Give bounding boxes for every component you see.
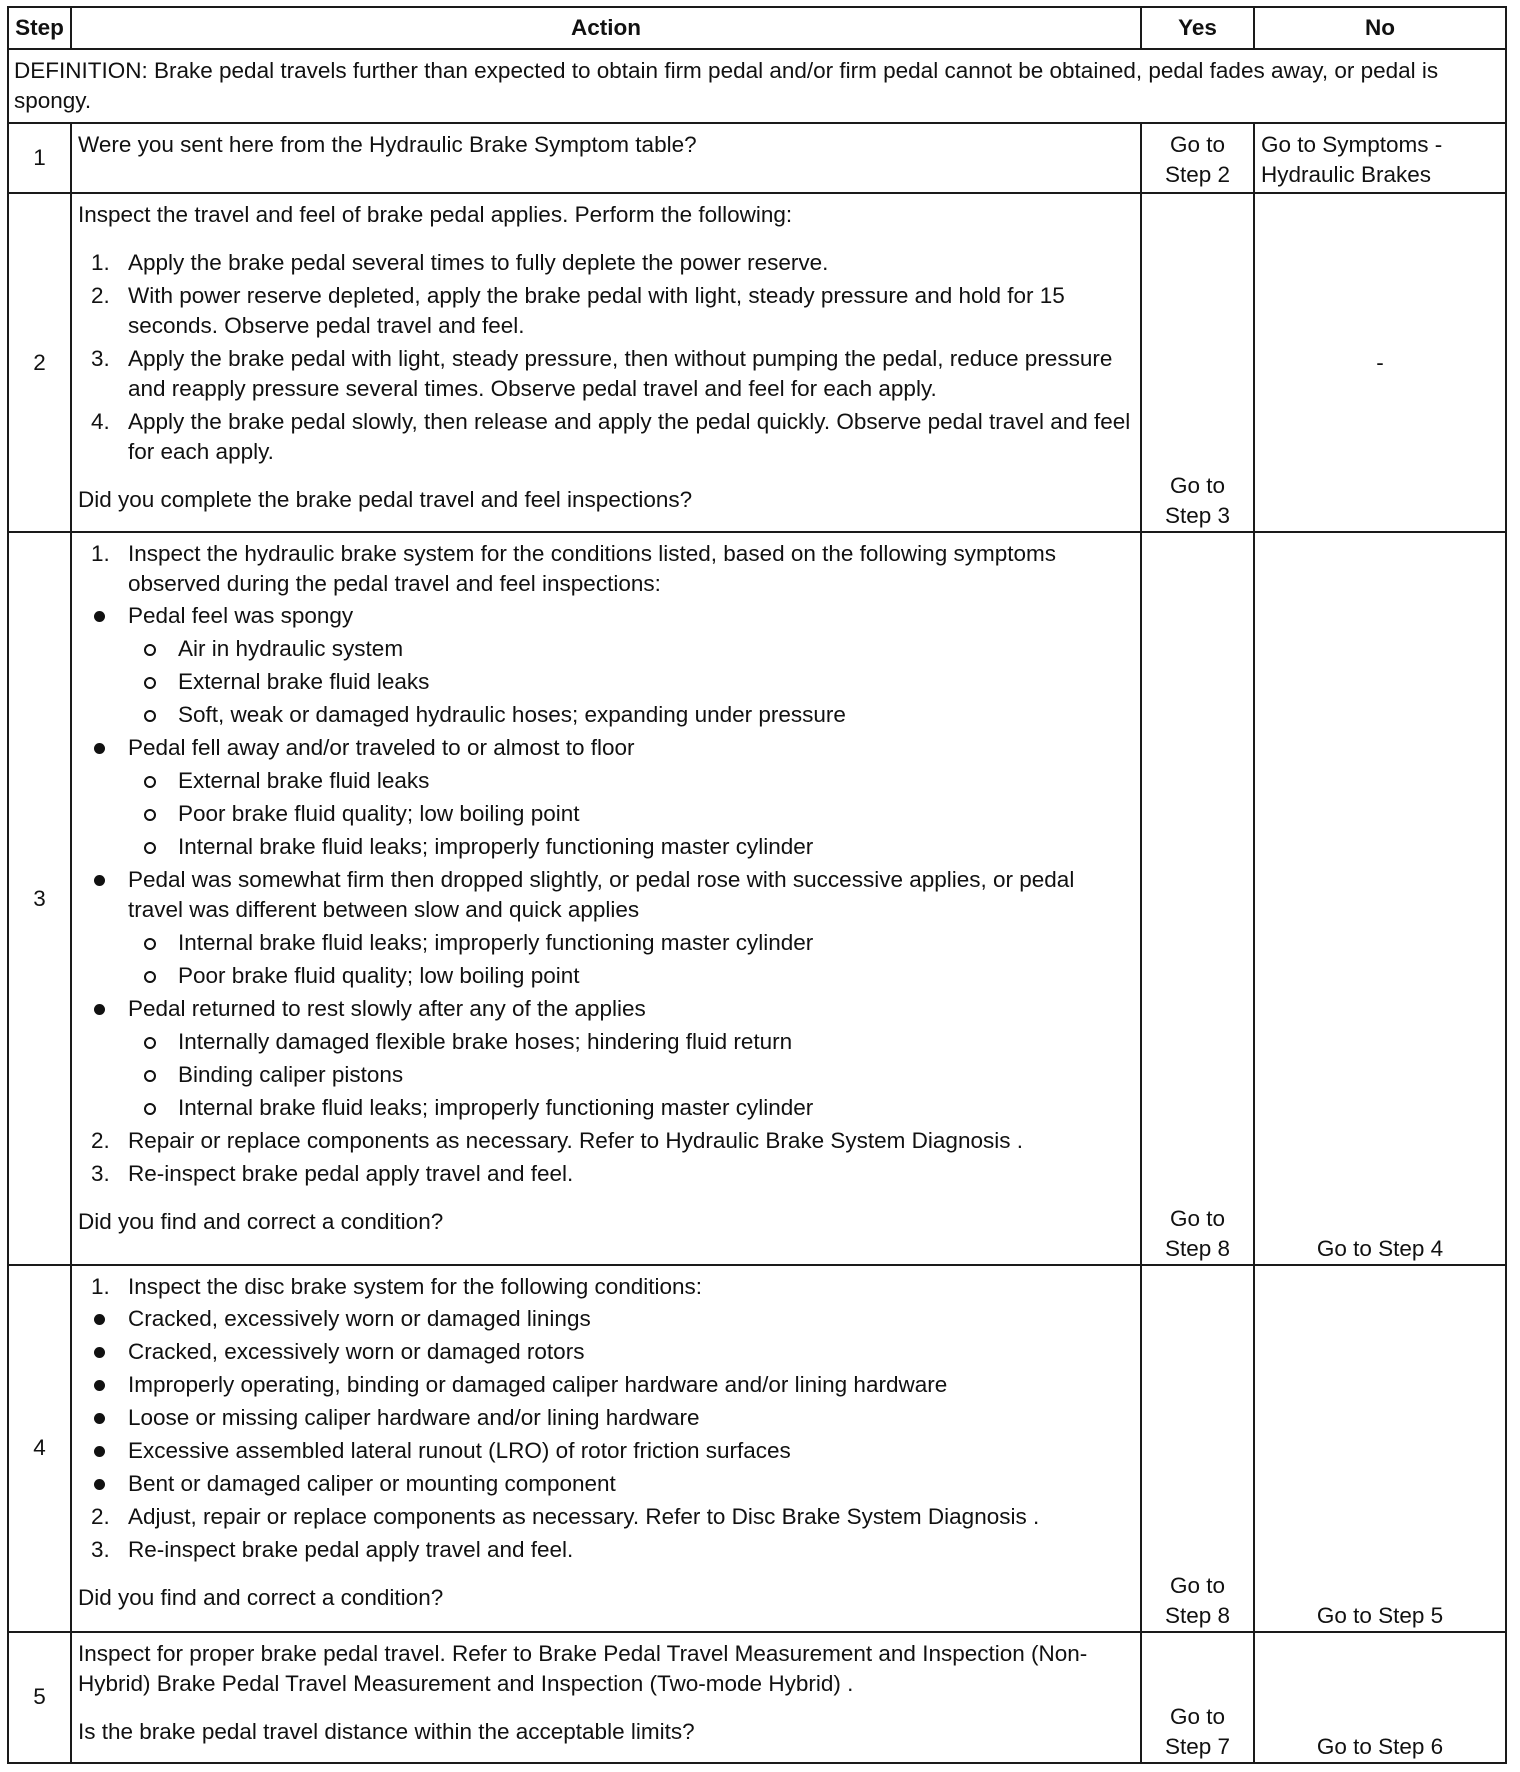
cause-item: Internal brake fluid leaks; improperly functioning master cylinder xyxy=(78,832,1134,862)
list-item: 2. Adjust, repair or replace components as necessary. Refer to Disc Brake System Diagnosis . xyxy=(91,1504,1040,1530)
list-item: 2. Repair or replace components as necessary. Refer to Hydraulic Brake System Diagnosis . xyxy=(91,1128,1023,1154)
step-number: 1 xyxy=(8,123,71,193)
cause-item: Internal brake fluid leaks; improperly functioning master cylinder xyxy=(78,1093,1134,1123)
procedure-list xyxy=(78,248,1134,467)
action-text: Were you sent here from the Hydraulic Brake Symptom table? xyxy=(71,123,1141,193)
action-cell xyxy=(71,1632,1141,1763)
step-number: 2 xyxy=(8,193,71,533)
table-row xyxy=(8,1265,1506,1631)
step-number: 4 xyxy=(8,1265,71,1631)
list-item: 3. Re-inspect brake pedal apply travel and feel. xyxy=(91,1537,574,1563)
procedure-list xyxy=(78,1272,1134,1565)
cause-item: Air in hydraulic system xyxy=(78,634,1134,664)
definition-text: DEFINITION: Brake pedal travels further than expected to obtain firm pedal and/or firm pedal cannot be obtained, pedal fades away, or pedal is spongy. xyxy=(8,49,1506,123)
action-cell xyxy=(71,532,1141,1265)
no-link[interactable]: Go to Step 6 xyxy=(1254,1632,1506,1763)
list-item: 4. Apply the brake pedal slowly, then release and apply the pedal quickly. Observe pedal travel and feel for each apply. xyxy=(91,408,1131,464)
symptom-item: Pedal was somewhat firm then dropped slightly, or pedal rose with successive applies, or pedal travel was different between slow and quick applies xyxy=(78,865,1134,925)
cause-item: Binding caliper pistons xyxy=(78,1060,1134,1090)
action-question: Did you find and correct a condition? xyxy=(78,1209,444,1235)
condition-item: Cracked, excessively worn or damaged rotors xyxy=(78,1337,1134,1367)
definition-row xyxy=(8,49,1506,123)
cause-item: Internal brake fluid leaks; improperly functioning master cylinder xyxy=(78,928,1134,958)
list-item: 1. Inspect the disc brake system for the following conditions: Cracked, excessively worn or damaged linings Cracked, excessively worn or damaged rotors Improperly operating, binding or damaged caliper hardware and/or lining hardware Loose or missing caliper hardware and/or lining hardware Excessive assembled lateral runout (LRO) of rotor friction surfaces Bent or damaged caliper or mounting component xyxy=(78,1272,1134,1499)
action-intro: Inspect the travel and feel of brake pedal applies. Perform the following: xyxy=(78,201,793,227)
yes-link[interactable]: Go to Step 2 xyxy=(1141,123,1254,193)
action-cell xyxy=(71,193,1141,533)
no-link[interactable]: Go to Step 5 xyxy=(1254,1265,1506,1631)
procedure-list xyxy=(78,539,1134,1189)
yes-link[interactable]: Go to Step 3 xyxy=(1141,193,1254,533)
yes-link[interactable]: Go to Step 7 xyxy=(1141,1632,1254,1763)
no-value: - xyxy=(1254,193,1506,533)
list-item: 2. With power reserve depleted, apply the brake pedal with light, steady pressure and hold for 15 seconds. Observe pedal travel and feel. xyxy=(91,282,1065,338)
no-link[interactable]: Go to Step 4 xyxy=(1254,532,1506,1265)
cause-item: Internally damaged flexible brake hoses; hindering fluid return xyxy=(78,1027,1134,1057)
header-no: No xyxy=(1254,7,1506,49)
condition-item: Loose or missing caliper hardware and/or lining hardware xyxy=(78,1403,1134,1433)
condition-item: Cracked, excessively worn or damaged linings xyxy=(78,1304,1134,1334)
condition-item: Bent or damaged caliper or mounting component xyxy=(78,1469,1134,1499)
list-item: 1. Inspect the hydraulic brake system for the conditions listed, based on the following symptoms observed during the pedal travel and feel inspections: Pedal feel was spongy Air in hydraulic system External brake fluid leaks Soft, weak or damaged hydraulic hoses; expanding under pressure Pedal fell away and/or traveled to or almost to floor External brake fluid leaks Poor brake fluid quality; low boiling point Internal brake fluid leaks; improperly functioning master cylinder Pedal was somewhat firm then dropped slightly, or pedal rose with successive applies, or pedal travel was different between slow and quick applies Internal brake fluid leaks; improperly functioning master cylinder Poor brake fluid quality; low boiling point Pedal returned to rest slowly after any of the applies Internally damaged flexible brake hoses; hindering fluid return Binding caliper pistons Internal brake fluid leaks; improperly functioning master cylinder xyxy=(78,539,1134,1123)
cause-item: External brake fluid leaks xyxy=(78,667,1134,697)
action-question: Did you find and correct a condition? xyxy=(78,1585,444,1611)
action-cell xyxy=(71,1265,1141,1631)
yes-link[interactable]: Go to Step 8 xyxy=(1141,1265,1254,1631)
header-yes: Yes xyxy=(1141,7,1254,49)
step-number: 3 xyxy=(8,532,71,1265)
table-row xyxy=(8,193,1506,533)
action-question: Did you complete the brake pedal travel and feel inspections? xyxy=(78,486,693,512)
cause-item: External brake fluid leaks xyxy=(78,766,1134,796)
symptom-item: Pedal fell away and/or traveled to or almost to floor xyxy=(78,733,1134,763)
table-row xyxy=(8,532,1506,1265)
header-action: Action xyxy=(71,7,1141,49)
list-item: 1. Apply the brake pedal several times to fully deplete the power reserve. xyxy=(91,249,829,275)
list-item: 3. Re-inspect brake pedal apply travel and feel. xyxy=(91,1161,574,1187)
table-row xyxy=(8,123,1506,193)
yes-link[interactable]: Go to Step 8 xyxy=(1141,532,1254,1265)
table-row xyxy=(8,1632,1506,1763)
diagnostic-table xyxy=(7,6,1507,1764)
header-row xyxy=(8,7,1506,49)
condition-item: Excessive assembled lateral runout (LRO) of rotor friction surfaces xyxy=(78,1436,1134,1466)
no-link[interactable]: Go to Symptoms - Hydraulic Brakes xyxy=(1254,123,1506,193)
step-number: 5 xyxy=(8,1632,71,1763)
cause-item: Poor brake fluid quality; low boiling point xyxy=(78,799,1134,829)
header-step: Step xyxy=(8,7,71,49)
symptom-item: Pedal feel was spongy xyxy=(78,601,1134,631)
symptom-item: Pedal returned to rest slowly after any of the applies xyxy=(78,994,1134,1024)
action-question: Is the brake pedal travel distance within the acceptable limits? xyxy=(78,1718,695,1744)
cause-item: Poor brake fluid quality; low boiling point xyxy=(78,961,1134,991)
list-item: 3. Apply the brake pedal with light, steady pressure, then without pumping the pedal, reduce pressure and reapply pressure several times. Observe pedal travel and feel for each apply. xyxy=(91,345,1113,401)
cause-item: Soft, weak or damaged hydraulic hoses; expanding under pressure xyxy=(78,700,1134,730)
action-intro: Inspect for proper brake pedal travel. Refer to Brake Pedal Travel Measurement and Inspection (Non-Hybrid) Brake Pedal Travel Measurement and Inspection (Two-mode Hybrid) . xyxy=(78,1640,1088,1696)
condition-item: Improperly operating, binding or damaged caliper hardware and/or lining hardware xyxy=(78,1370,1134,1400)
